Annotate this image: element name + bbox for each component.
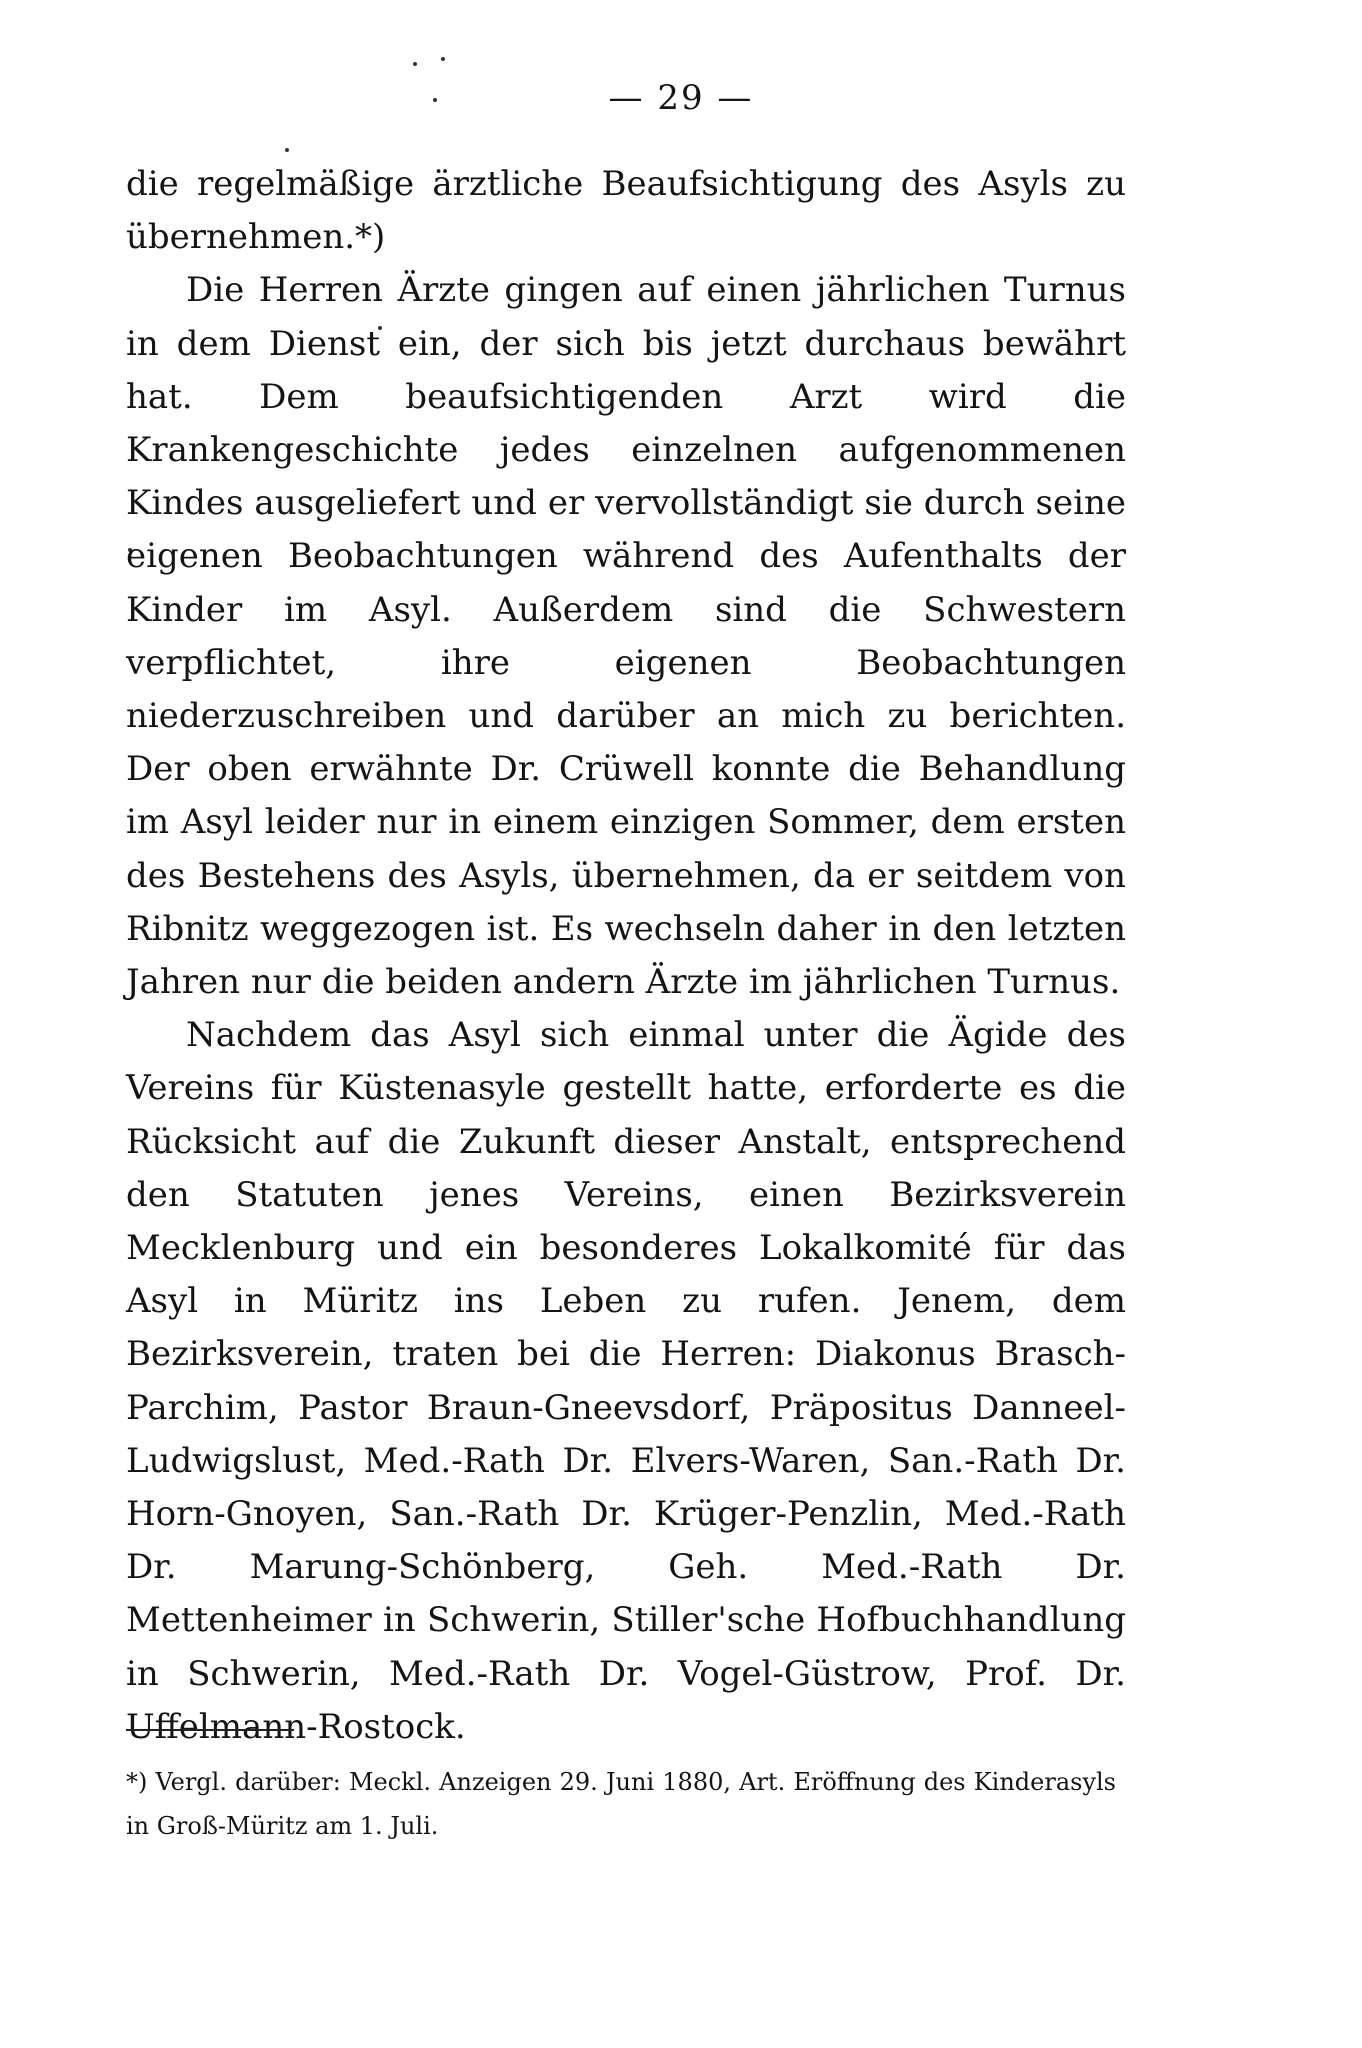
page-number: — 29 — — [608, 78, 754, 118]
footnote-rule — [126, 1729, 294, 1731]
body-text — [126, 158, 1126, 1754]
paragraph-2: Die Herren Ärzte gingen auf einen jährlichen Turnus in dem Dienst ein, der sich bis jetzt durchaus bewährt hat. Dem beaufsichtigenden Arzt wird die Krankengeschichte jedes einzelnen aufgenommenen Kindes ausgeliefert und er vervollständigt sie durch seine eigenen Beobachtungen während des Aufenthalts der Kinder im Asyl. Außerdem sind die Schwestern verpflichtet, ihre eigenen Beobachtungen niederzuschreiben und darüber an mich zu berichten. Der oben erwähnte Dr. Crüwell konnte die Behandlung im Asyl leider nur in einem einzigen Sommer, dem ersten des Bestehens des Asyls, übernehmen, da er seitdem von Ribnitz weggezogen ist. Es wechseln daher in den letzten Jahren nur die beiden andern Ärzte im jährlichen Turnus. — [126, 270, 1126, 1003]
footnote-text: *) Vergl. darüber: Meckl. Anzeigen 29. Juni 1880, Art. Eröffnung des Kinderasyls in Groß-Müritz am 1. Juli. — [126, 1768, 1116, 1840]
paragraph-1: die regelmäßige ärztliche Beaufsichtigung des Asyls zu übernehmen.*) — [126, 164, 1126, 258]
footnote — [126, 1760, 1116, 1848]
paragraph-3: Nachdem das Asyl sich einmal unter die Ägide des Vereins für Küstenasyle gestellt hatte, erforderte es die Rücksicht auf die Zukunft dieser Anstalt, entsprechend den Statuten jenes Vereins, einen Bezirksverein Mecklenburg und ein besonderes Lokalkomité für das Asyl in Müritz ins Leben zu rufen. Jenem, dem Bezirksverein, traten bei die Herren: Diakonus Brasch-Parchim, Pastor Braun-Gneevsdorf, Präpositus Danneel-Ludwigslust, Med.-Rath Dr. Elvers-Waren, San.-Rath Dr. Horn-Gnoyen, San.-Rath Dr. Krüger-Penzlin, Med.-Rath Dr. Marung-Schönberg, Geh. Med.-Rath Dr. Mettenheimer in Schwerin, Stiller'sche Hofbuchhandlung in Schwerin, Med.-Rath Dr. Vogel-Güstrow, Prof. Dr. Uffelmann-Rostock. — [126, 1015, 1126, 1747]
